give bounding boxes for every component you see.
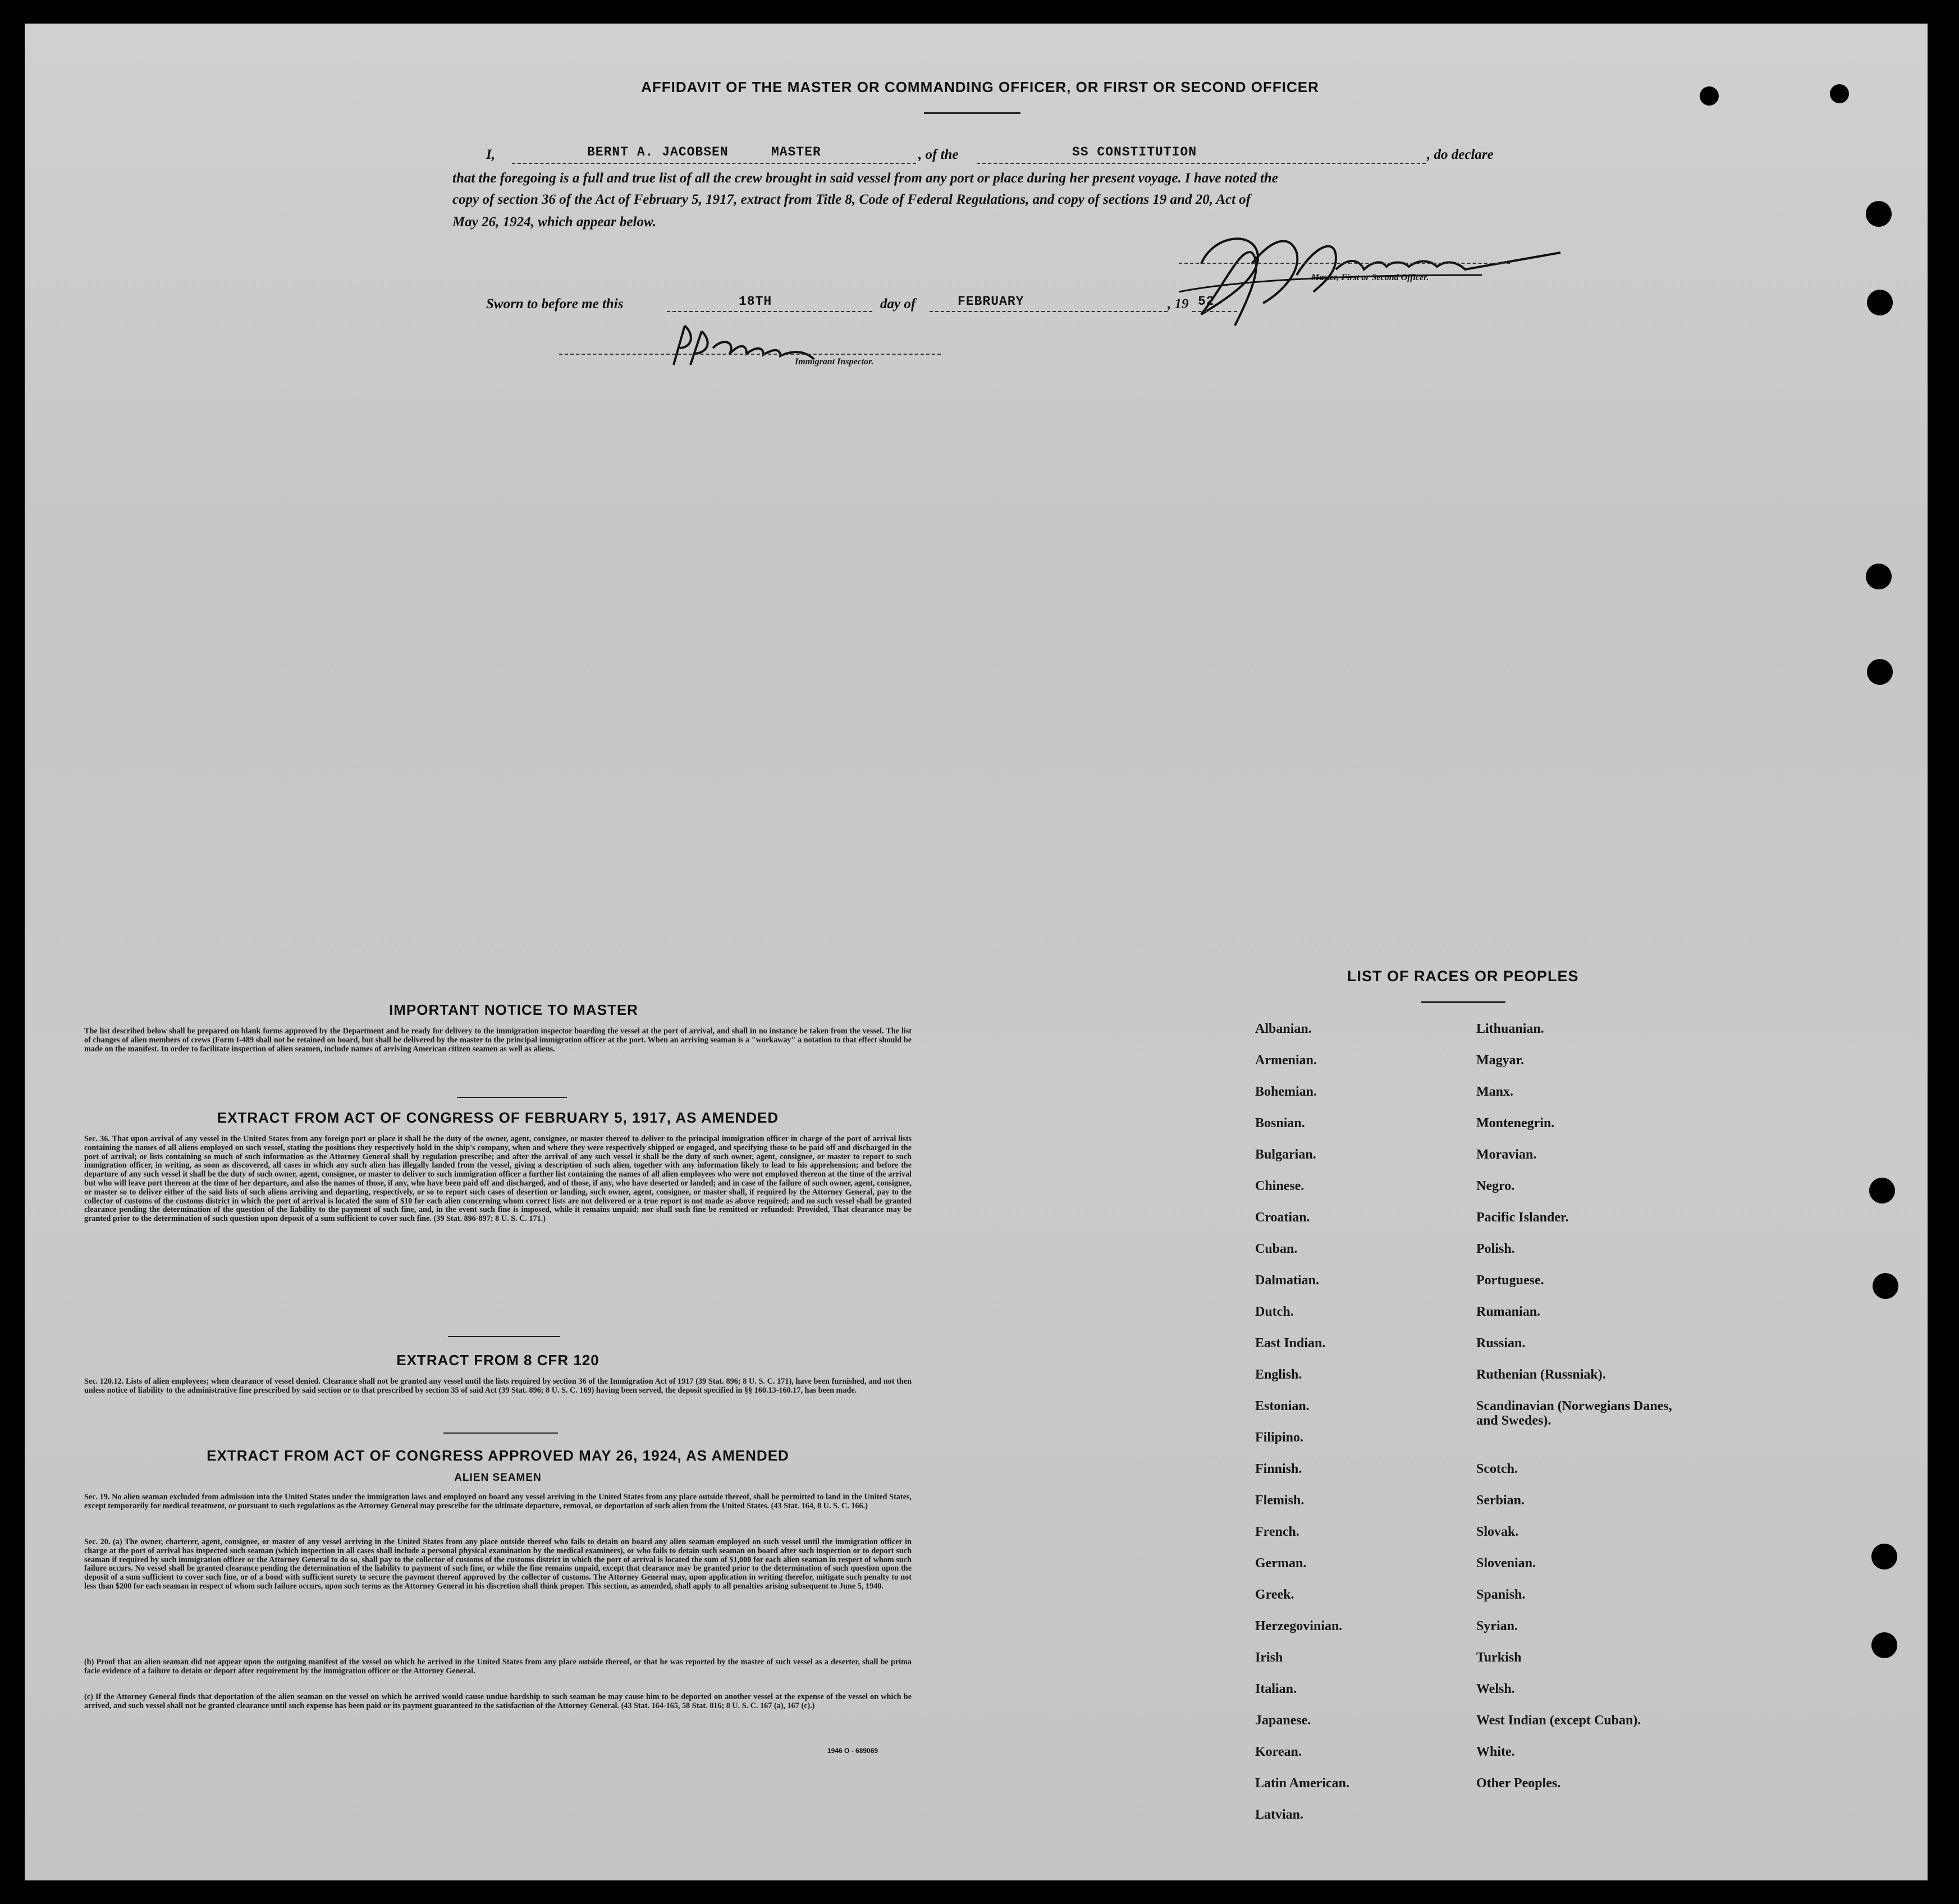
- race-item: Ruthenian (Russniak).: [1476, 1367, 1606, 1382]
- punch-hole-top-2: [1830, 84, 1849, 103]
- punch-hole-2: [1867, 290, 1893, 315]
- race-item: Croatian.: [1255, 1210, 1310, 1225]
- race-item: Bosnian.: [1255, 1116, 1305, 1130]
- declare-label: , do declare: [1427, 147, 1494, 162]
- race-item: Cuban.: [1255, 1242, 1298, 1256]
- vessel-line: [977, 163, 1426, 164]
- extract-1924-subtitle: ALIEN SEAMEN: [454, 1472, 542, 1484]
- punch-hole-5: [1869, 1178, 1895, 1203]
- race-item: Korean.: [1255, 1745, 1302, 1759]
- race-item: Flemish.: [1255, 1493, 1305, 1508]
- races-title: LIST OF RACES OR PEOPLES: [1347, 968, 1579, 985]
- punch-hole-4: [1867, 659, 1893, 685]
- race-item: Pacific Islander.: [1476, 1210, 1569, 1225]
- vessel-value: SS CONSTITUTION: [1072, 145, 1197, 159]
- notice-text: The list described below shall be prepared on blank forms approved by the Department and be ready for delivery to the immigration inspector boarding the vessel at the port of arrival, and shall in no instance be taken from the vessel. The list of changes of alien members of crews (Form I-489 shall not be retained on board, but shall be delivered by the master to the principal immigration officer at the port. When an arriving seaman is a "workaway" a notation to that effect should be made on the manifest. In order to facilitate inspection of alien seamen, include names of arriving American citizen seamen as well as aliens.: [84, 1027, 912, 1054]
- extract-1924-sec20a: Sec. 20. (a) The owner, charterer, agent, consignee, or master of any vessel arriving in the United States from any place outside thereof who fails to detain on board any alien seaman employed on such vessel until the immigration officer in charge at the port of arrival has inspected such seaman (which inspection in all cases shall include a personal physical examination by the medical examiners), or who fails to detain such seaman on board after such inspection or to deport such seaman if required by such immigration officer or the Attorney General to do so, shall pay to the collector of customs of the customs district in which the port of arrival is located the sum of $1,000 for each alien seaman in respect of whom such failure occurs. No vessel shall be granted clearance pending the determination of the liability to payment of such fine, or while the fine remains unpaid, except that clearance may be granted prior to the determination of such question upon the deposit of a sum sufficient to cover such fine, or of a bond with sufficient surety to secure the payment thereof approved by the collector of customs. The Attorney General may, upon application in writing therefor, mitigate such penalty to not less than $200 for each seaman in respect of whom such failure occurs, upon such terms as the Attorney General in his discretion shall think proper. This section, as amended, shall apply to all penalties arising subsequent to June 5, 1940.: [84, 1537, 912, 1591]
- punch-hole-3: [1866, 564, 1892, 589]
- race-item: Magyar.: [1476, 1053, 1525, 1068]
- race-item: Welsh.: [1476, 1682, 1515, 1696]
- year-suffix: 52: [1198, 294, 1215, 309]
- master-name-line: [512, 163, 916, 164]
- punch-hole-6: [1873, 1273, 1898, 1299]
- sworn-month-line: [930, 311, 1168, 312]
- race-item: Bulgarian.: [1255, 1147, 1316, 1162]
- race-item: Slovenian.: [1476, 1556, 1536, 1571]
- race-item: Turkish: [1476, 1650, 1522, 1665]
- printer-code: 1946 O - 689069: [827, 1747, 878, 1755]
- sworn-day-value: 18TH: [739, 294, 772, 309]
- race-item: Serbian.: [1476, 1493, 1525, 1508]
- day-of-label: day of: [880, 296, 916, 312]
- race-item: Other Peoples.: [1476, 1776, 1561, 1791]
- race-item: Chinese.: [1255, 1179, 1305, 1193]
- sworn-day-line: [667, 311, 872, 312]
- race-item: Finnish.: [1255, 1462, 1302, 1476]
- race-item: Latvian.: [1255, 1807, 1304, 1822]
- race-item: Filipino.: [1255, 1430, 1304, 1445]
- race-item: Scotch.: [1476, 1462, 1518, 1476]
- affidavit-line-3: copy of section 36 of the Act of February 5, 1917, extract from Title 8, Code of Federal Regulations, and copy of sections 19 and 20, Act of: [452, 192, 1251, 207]
- punch-hole-7: [1871, 1544, 1897, 1569]
- race-item: Slovak.: [1476, 1525, 1519, 1539]
- race-item: White.: [1476, 1745, 1515, 1759]
- extract-1924-sec20b: (b) Proof that an alien seaman did not appear upon the outgoing manifest of the vessel on which he arrived in the United States from any place outside thereof, or that he was reported by the master of such vessel as a deserter, shall be prima facie evidence of a failure to detain or deport after requirement by the immigration officer or the Attorney General.: [84, 1658, 912, 1676]
- race-item: Dalmatian.: [1255, 1273, 1319, 1288]
- i-label: I,: [486, 147, 495, 162]
- extract-1924-title: EXTRACT FROM ACT OF CONGRESS APPROVED MAY 26, 1924, AS AMENDED: [207, 1447, 789, 1464]
- race-item: Rumanian.: [1476, 1305, 1541, 1319]
- inspector-caption: Immigrant Inspector.: [795, 357, 874, 367]
- sworn-month-value: FEBRUARY: [958, 294, 1024, 309]
- punch-hole-1: [1866, 201, 1892, 227]
- race-item: Russian.: [1476, 1336, 1526, 1351]
- race-item: Armenian.: [1255, 1053, 1317, 1068]
- race-item: Herzegovinian.: [1255, 1619, 1343, 1633]
- year-line: [1192, 311, 1237, 312]
- master-rank-value: MASTER: [771, 145, 821, 159]
- sworn-label: Sworn to before me this: [486, 296, 624, 312]
- master-caption: Master, First or Second Officer.: [1311, 273, 1429, 282]
- extract-cfr-text: Sec. 120.12. Lists of alien employees; when clearance of vessel denied. Clearance shall not be granted any vessel until the lists required by section 36 of the Immigration Act of 1917 (39 Stat. 896; 8 U. S. C. 171), have been furnished, and not then unless notice of liability to the administrative fine prescribed by said section or to that prescribed by section 35 of said Act (39 Stat. 896; 8 U. S. C. 169) having been served, the deposit specified in §§ 160.13-160.17, has been made.: [84, 1377, 912, 1395]
- race-item: Bohemian.: [1255, 1084, 1317, 1099]
- race-item: Negro.: [1476, 1179, 1515, 1193]
- affidavit-line-4: May 26, 1924, which appear below.: [452, 214, 656, 230]
- race-item: East Indian.: [1255, 1336, 1326, 1351]
- race-item: Albanian.: [1255, 1022, 1312, 1036]
- extract-1917-title: EXTRACT FROM ACT OF CONGRESS OF FEBRUARY 5, 1917, AS AMENDED: [217, 1109, 779, 1126]
- inspector-signature-line: [559, 354, 941, 355]
- race-item: English.: [1255, 1367, 1302, 1382]
- extract-1924-sec20c: (c) If the Attorney General finds that deportation of the alien seaman on the vessel on which he arrived would cause undue hardship to such seaman he may cause him to be deported on another vessel at the expense of the vessel on which he arrived, and such vessel shall not be granted clearance until such expense has been paid or its payment guaranteed to the satisfaction of the Attorney General. (43 Stat. 164-165, 58 Stat. 816; 8 U. S. C. 167 (a), 167 (c).): [84, 1692, 912, 1710]
- races-title-rule: [1421, 1001, 1505, 1003]
- master-name-value: BERNT A. JACOBSEN: [587, 145, 729, 159]
- punch-hole-top-1: [1700, 86, 1719, 106]
- race-item: Greek.: [1255, 1587, 1294, 1602]
- race-item: Japanese.: [1255, 1713, 1311, 1728]
- race-item: Latin American.: [1255, 1776, 1349, 1791]
- affidavit-title: AFFIDAVIT OF THE MASTER OR COMMANDING OFFICER, OR FIRST OR SECOND OFFICER: [641, 79, 1319, 95]
- extract-1924-sec19: Sec. 19. No alien seaman excluded from admission into the United States under the immigration laws and employed on board any vessel arriving in the United States from any place outside thereof, shall be permitted to land in the United States, except temporarily for medical treatment, or pursuant to such regulations as the Attorney General may prescribe for the ultimate departure, removal, or deportation of such alien from the United States. (43 Stat. 164, 8 U. S. C. 166.): [84, 1493, 912, 1511]
- race-item: Scandinavian (Norwegians Danes, and Swedes).: [1476, 1399, 1672, 1428]
- extract-cfr-title: EXTRACT FROM 8 CFR 120: [396, 1352, 599, 1368]
- master-signature-line: [1179, 263, 1510, 264]
- race-item: Moravian.: [1476, 1147, 1537, 1162]
- notice-rule: [457, 1097, 567, 1098]
- extract-1917-rule: [448, 1336, 560, 1337]
- extract-cfr-rule: [443, 1432, 558, 1434]
- race-item: Estonian.: [1255, 1399, 1310, 1413]
- race-item: Syrian.: [1476, 1619, 1518, 1633]
- race-item: Italian.: [1255, 1682, 1297, 1696]
- affidavit-line-2: that the foregoing is a full and true list of all the crew brought in said vessel from any port or place during her present voyage. I have noted the: [452, 171, 1278, 186]
- race-item: French.: [1255, 1525, 1299, 1539]
- race-item: Lithuanian.: [1476, 1022, 1544, 1036]
- race-item: Polish.: [1476, 1242, 1515, 1256]
- race-item: Spanish.: [1476, 1587, 1526, 1602]
- affidavit-title-rule: [924, 112, 1020, 114]
- race-item: Manx.: [1476, 1084, 1513, 1099]
- of-the-label: , of the: [918, 147, 959, 162]
- notice-title: IMPORTANT NOTICE TO MASTER: [389, 1001, 638, 1018]
- race-item: Irish: [1255, 1650, 1283, 1665]
- race-item: Montenegrin.: [1476, 1116, 1555, 1130]
- extract-1917-text: Sec. 36. That upon arrival of any vessel in the United States from any foreign port or place it shall be the duty of the owner, agent, consignee, or master thereof to deliver to the principal immigration officer in charge of the port of arrival lists containing the names of all aliens employed on such vessel, stating the positions they respectively hold in the ship's company, when and where they were respectively shipped or engaged, and specifying those to be paid off and discharged in the port of arrival; or lists containing so much of such information as the Attorney General shall by regulation prescribe; and after the arrival of any such vessel it shall be the duty of such owner, agent, consignee, or master to report to such immigration officer, in writing, as soon as discovered, all cases in which any such alien has illegally landed from the vessel, giving a description of such alien, together with any information likely to lead to his apprehension; and before the departure of any such vessel it shall be the duty of such owner, agent, consignee, or master to deliver to such immigration officer a further list containing the names of all alien employees who were not employed thereon at the time of the arrival but who will leave port thereon at the time of her departure, and also the names of those, if any, who have been paid off and discharged, and of those, if any, who have deserted or landed; and in case of the failure of such owner, agent, consignee, or master so to deliver either of the said lists of such aliens arriving and departing, respectively, or so to report such cases of desertion or landing, such owner, agent, consignee, or master shall, if required by the Attorney General, pay to the collector of customs of the customs district in which the port of arrival is located the sum of $10 for each alien concerning whom correct lists are not delivered or a true report is not made as above required; and no such vessel shall be granted clearance pending the determination of the question of the liability to the payment of such fine, and, in the event such fine is imposed, while it remains unpaid; nor shall such fine be remitted or refunded: Provided, That clearance may be granted prior to the determination of such question upon deposit of a sum sufficient to cover such fine. (39 Stat. 896-897; 8 U. S. C. 171.): [84, 1134, 912, 1224]
- year-prefix: , 19: [1168, 296, 1189, 312]
- race-item: West Indian (except Cuban).: [1476, 1713, 1641, 1728]
- race-item: Portuguese.: [1476, 1273, 1544, 1288]
- punch-hole-8: [1871, 1632, 1897, 1658]
- race-item: German.: [1255, 1556, 1307, 1571]
- race-item: Dutch.: [1255, 1305, 1294, 1319]
